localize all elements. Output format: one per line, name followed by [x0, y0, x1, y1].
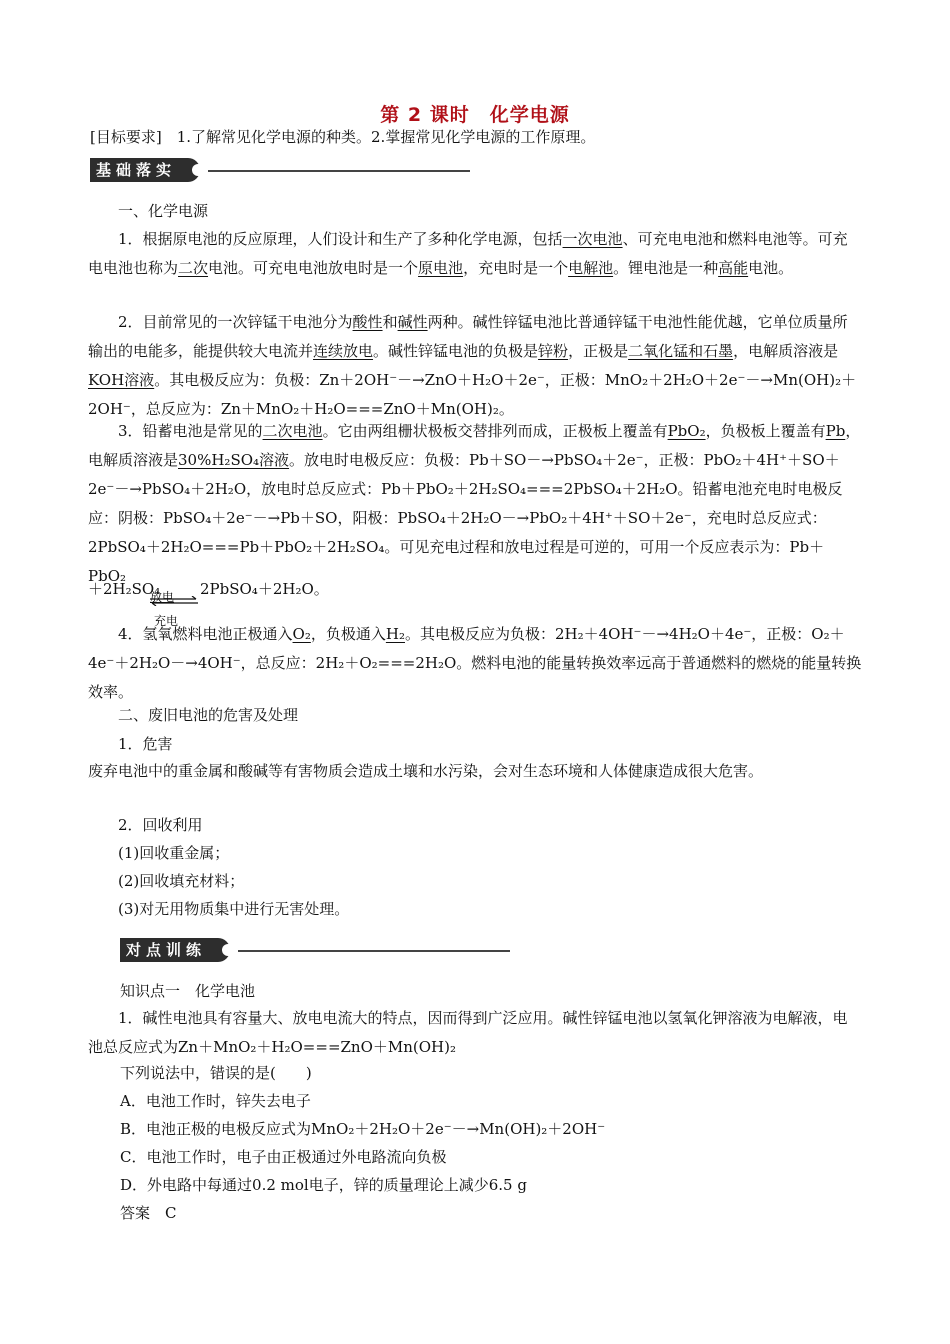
- paragraph-1: 1．根据原电池的反应原理，人们设计和生产了多种化学电源，包括一次电池、可充电电池和燃料电池等。可充电电池也称为二次电池。可充电电池放电时是一个原电池，充电时是一个电解池。锂电池是一种高能电池。: [88, 230, 848, 277]
- option-a: A．电池工作时，锌失去电子: [120, 1092, 311, 1110]
- page-title: 第 2 课时 化学电源: [380, 104, 570, 126]
- harm-text: 废弃电池中的重金属和酸碱等有害物质会造成土壤和水污染，会对生态环境和人体健康造成很大危害。: [88, 762, 764, 780]
- reversible-arrow-icon: [148, 596, 200, 606]
- bullet-dot-icon: [222, 944, 234, 956]
- question-1: 1．碱性电池具有容量大、放电电流大的特点，因而得到广泛应用。碱性锌锰电池以氢氧化钾溶液为电解液，电池总反应式为Zn＋MnO₂＋H₂O===ZnO＋Mn(OH)₂: [88, 1009, 848, 1056]
- section-rule: [238, 950, 510, 952]
- heading-chemical-power: 一、化学电源: [118, 202, 209, 220]
- section-rule: [208, 170, 470, 172]
- paragraph-2: 2．目前常见的一次锌锰干电池分为酸性和碱性两种。碱性锌锰电池比普通锌锰干电池性能优越，它单位质量所输出的电能多，能提供较大电流并连续放电。碱性锌锰电池的负极是锌粉，正极是二氧化锰和石墨，电解质溶液是KOH溶液。其电极反应为：负极：Zn＋2OH⁻－→ZnO＋H₂O＋2e⁻，正极：MnO₂＋2H₂O＋2e⁻－→Mn(OH)₂＋2OH⁻，总反应为：Zn＋MnO₂＋H₂O===ZnO＋Mn(OH)₂。: [88, 313, 857, 418]
- section-header-basics: [90, 158, 470, 182]
- charge-label: 充电: [154, 614, 179, 628]
- option-c: C．电池工作时，电子由正极通过外电路流向负极: [120, 1148, 447, 1166]
- section-label: 基础落实: [90, 158, 200, 182]
- discharge-label: 放电: [150, 590, 175, 604]
- paragraph-4: 4．氢氧燃料电池正极通入O₂，负极通入H₂。其电极反应为负极：2H₂＋4OH⁻－→4H₂O＋4e⁻，正极：O₂＋4e⁻＋2H₂O－→4OH⁻，总反应：2H₂＋O₂===2H₂O。燃料电池的能量转换效率远高于普通燃料的燃烧的能量转换效率。: [88, 625, 862, 701]
- subheading-harm: 1．危害: [118, 735, 173, 753]
- option-b: B．电池正极的电极反应式为MnO₂＋2H₂O＋2e⁻－→Mn(OH)₂＋2OH⁻: [120, 1120, 606, 1138]
- option-d: D．外电路中每通过0.2 mol电子，锌的质量理论上减少6.5 g: [120, 1176, 527, 1194]
- learning-goals: [目标要求] 1.了解常见化学电源的种类。2.掌握常见化学电源的工作原理。: [90, 128, 596, 146]
- heading-waste-battery: 二、废旧电池的危害及处理: [118, 706, 299, 724]
- section-header-practice: [120, 938, 510, 962]
- knowledge-point: 知识点一 化学电池: [120, 982, 256, 1000]
- subheading-recycle: 2．回收利用: [118, 816, 203, 834]
- paragraph-3: 3．铅蓄电池是常见的二次电池。它由两组栅状极板交替排列而成，正极板上覆盖有PbO₂，负极板上覆盖有Pb，电解质溶液是30%H₂SO₄溶液。放电时电极反应：负极：Pb＋SO－→PbSO₄＋2e⁻，正极：PbO₂＋4H⁺＋SO＋2e⁻－→PbSO₄＋2H₂O，放电时总反应式：Pb＋PbO₂＋2H₂SO₄===2PbSO₄＋2H₂O。铅蓄电池充电时电极反应：阴极：PbSO₄＋2e⁻－→Pb＋SO，阳极：PbSO₄＋2H₂O－→PbO₂＋4H⁺＋SO＋2e⁻，充电时总反应式：2PbSO₄＋2H₂O===Pb＋PbO₂＋2H₂SO₄。可见充电过程和放电过程是可逆的，可用一个反应表示为：Pb＋PbO₂: [88, 422, 861, 585]
- recycle-item: (3)对无用物质集中进行无害处理。: [118, 900, 350, 918]
- recycle-item: (1)回收重金属；: [118, 844, 230, 862]
- question-stem: 下列说法中，错误的是( ): [120, 1064, 312, 1082]
- section-label: 对点训练: [120, 938, 230, 962]
- bullet-dot-icon: [192, 164, 204, 176]
- recycle-item: (2)回收填充材料；: [118, 872, 245, 890]
- answer: 答案 C: [120, 1204, 177, 1222]
